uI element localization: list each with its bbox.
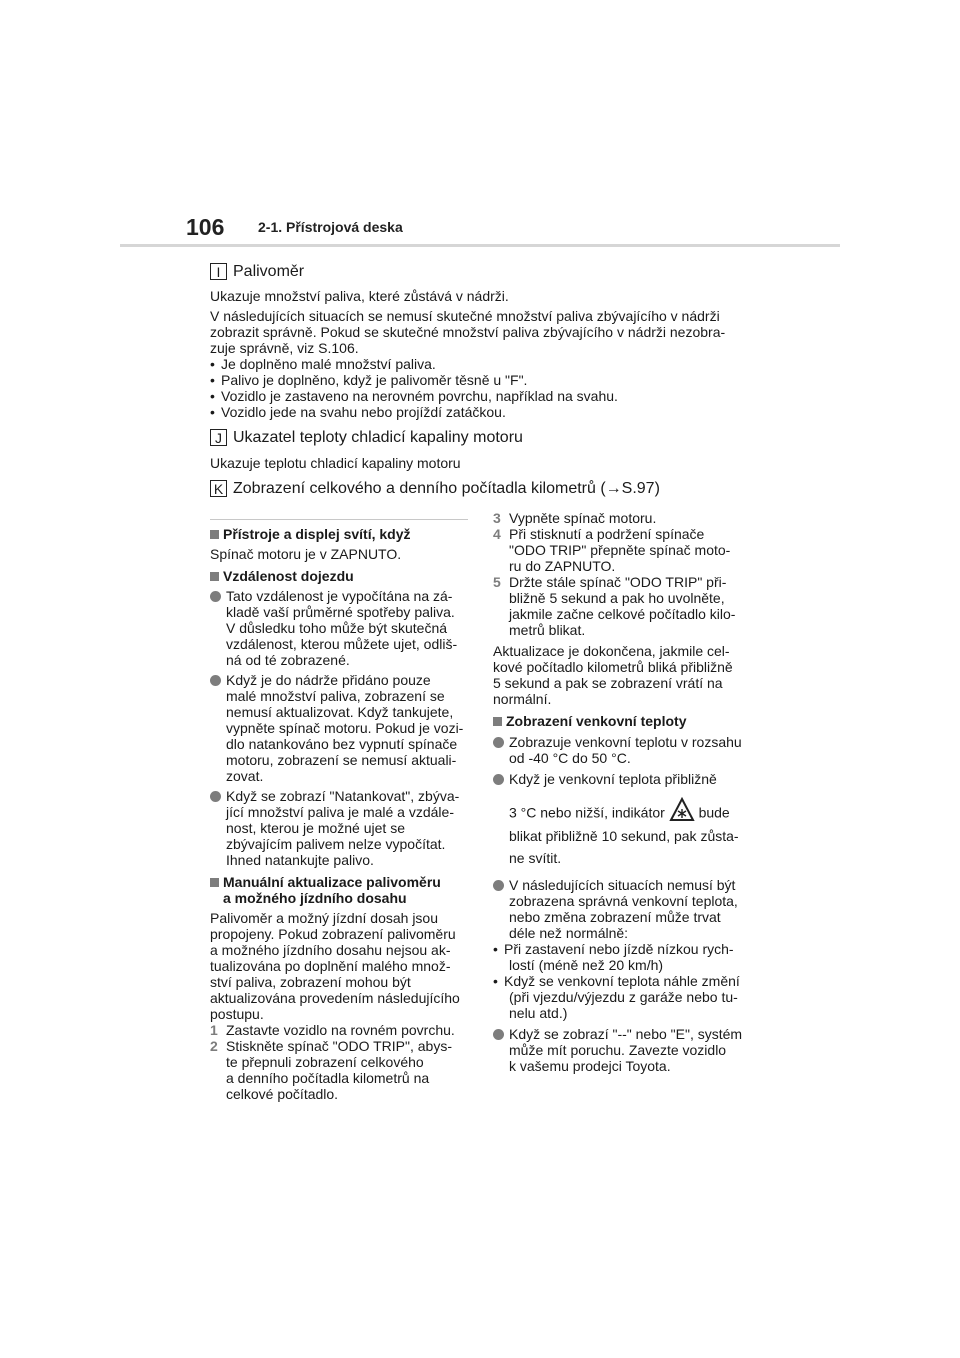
list-item: • Vozidlo je zastaveno na nerovném povrchu, například na svahu.: [210, 388, 755, 404]
square-bullet-icon: [493, 717, 502, 726]
step-5: 5 Držte stále spínač "ODO TRIP" při- bližně 5 sekund a pak ho uvolněte, jakmile začne celkové počítadlo kilo- metrů blikat.: [493, 574, 736, 638]
step-2: 2 Stiskněte spínač "ODO TRIP", abys- te přepnuli zobrazení celkového a denního počítadla kilometrů na celkové počítadlo.: [210, 1038, 452, 1102]
text-line: zobrazit správně. Pokud se skutečné množství paliva zbývajícího v nádrži nezobra-: [210, 324, 726, 340]
text-line: zuje správně, viz S.106.: [210, 340, 359, 356]
list-item: • Vozidlo jede na svahu nebo projíždí zatáčkou.: [210, 404, 755, 420]
list-item: • Palivo je doplněno, když je palivoměr těsně u "F".: [210, 372, 755, 388]
marker-k: K: [210, 480, 227, 497]
section-k-title: Zobrazení celkového a denního počítadla kilometrů (→S.97): [233, 480, 660, 497]
list-item: Když se zobrazí "Natankovat", zbýva- jící množství paliva je malé a vzdále- nost, kterou je možné ujet se zbývajícím palivem nelze vypočítat. Ihned natankujte palivo.: [210, 788, 468, 868]
step-3: 3 Vypněte spínač motoru.: [493, 510, 657, 526]
marker-i: I: [210, 263, 227, 280]
section-heading: Vzdálenost dojezdu: [210, 568, 468, 584]
paragraph: Aktualizace je dokončena, jakmile cel- kové počítadlo kilometrů bliká přibližně 5 sekund a pak se zobrazení vrátí na normální.: [493, 643, 733, 707]
right-column: [493, 510, 755, 1074]
list-item: Když je venkovní teplota přibližně 3 °C nebo nižší, indikátor bude blikat přibližně 10 sekund, pak zůsta- ne svítit.: [493, 771, 755, 869]
section-k-heading: [210, 479, 660, 498]
text-line: V následujících situacích se nemusí skutečné množství paliva zbývajícího v nádrži: [210, 308, 720, 324]
sub-list-item: • Při zastavení nebo jízdě nízkou rych- lostí (méně než 20 km/h): [493, 941, 755, 973]
list-item: Zobrazuje venkovní teplotu v rozsahu od -40 °C do 50 °C.: [493, 734, 755, 766]
list-item: Tato vzdálenost je vypočítána na zá- kladě vaší průměrné spotřeby paliva. V důsledku toho může být skutečná vzdálenost, kterou můžete ujet, odliš- ná od té zobrazené.: [210, 588, 468, 668]
text-line: Ukazuje množství paliva, které zůstává v nádrži.: [210, 288, 509, 304]
list-item: V následujících situacích nemusí být zobrazena správná venkovní teplota, nebo změna zobrazení může trvat déle než normálně:: [493, 877, 755, 941]
section-heading: Manuální aktualizace palivoměru a možného jízdního dosahu: [210, 874, 468, 906]
text-line: Ukazuje teplotu chladicí kapaliny motoru: [210, 455, 461, 471]
section-heading: Přístroje a displej svítí, když: [210, 526, 468, 542]
text-line: Spínač motoru je v ZAPNUTO.: [210, 546, 402, 562]
section-i-title: Palivoměr: [233, 263, 305, 280]
paragraph: Palivoměr a možný jízdní dosah jsou propojeny. Pokud zobrazení palivoměru a možného jízdního dosahu nejsou ak- tualizována po doplnění malého množ- ství paliva, zobrazení mohou být aktualizována provedením následujícího postupu.: [210, 910, 460, 1022]
section-i-heading: [210, 262, 304, 281]
section-j-title: Ukazatel teploty chladicí kapaliny motoru: [233, 429, 523, 446]
page-number: 106: [186, 214, 225, 240]
marker-j: J: [210, 429, 227, 446]
list-item: Když se zobrazí "--" nebo "E", systém může mít poruchu. Zavezte vozidlo k vašemu prodejci Toyota.: [493, 1026, 755, 1074]
list-item: Když je do nádrže přidáno pouze malé množství paliva, zobrazení se nemusí aktualizovat. Když tankujete, vypněte spínač motoru. Pokud je vozi- dlo natankováno bez vypnutí spínače motoru, zobrazení se nemusí aktuali- zovat.: [210, 672, 468, 784]
column-divider: [210, 519, 468, 520]
section-heading: Zobrazení venkovní teploty: [493, 713, 755, 729]
section-j-heading: [210, 428, 523, 447]
sub-list-item: • Když se venkovní teplota náhle změní (při vjezdu/výjezdu z garáže nebo tu- nelu atd.): [493, 973, 755, 1021]
step-1: 1 Zastavte vozidlo na rovném povrchu.: [210, 1022, 455, 1038]
step-4: 4 Při stisknutí a podržení spínače "ODO TRIP" přepněte spínač moto- ru do ZAPNUTO.: [493, 526, 731, 574]
chapter-title: 2-1. Přístrojová deska: [258, 219, 403, 235]
left-column: [210, 526, 468, 1102]
square-bullet-icon: [210, 530, 219, 539]
list-item: • Je doplněno malé množství paliva.: [210, 356, 755, 372]
section-j-body: [210, 455, 755, 471]
square-bullet-icon: [210, 878, 219, 887]
square-bullet-icon: [210, 572, 219, 581]
header-rule: [120, 244, 840, 247]
section-i-body: [210, 288, 755, 420]
